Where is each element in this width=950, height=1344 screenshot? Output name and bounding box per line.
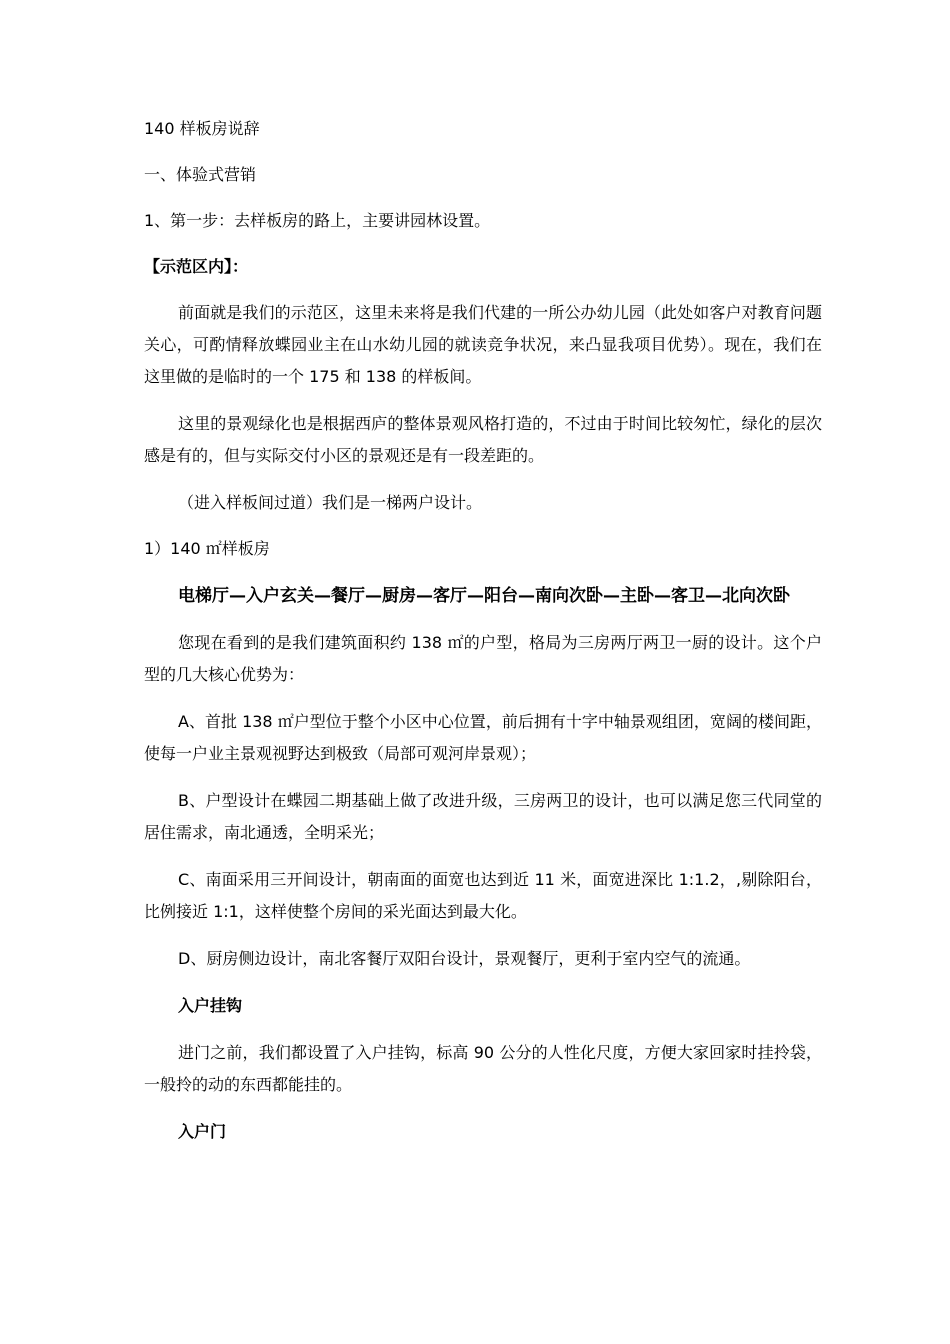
unit-intro-paragraph: 您现在看到的是我们建筑面积约 138 ㎡的户型，格局为三房两厅两卫一厨的设计。这个户型的几大核心优势为： — [144, 633, 822, 684]
entry-hook-paragraph: 进门之前，我们都设置了入户挂钩，标高 90 公分的人性化尺度，方便大家回家时挂拎袋，一般拎的动的东西都能挂的。 — [144, 1043, 822, 1094]
step-one-text: 1、第一步：去样板房的路上，主要讲园林设置。 — [144, 211, 491, 230]
demo-zone-heading: 【示范区内】： — [144, 257, 249, 276]
demo-zone-paragraph-1: 前面就是我们的示范区，这里未来将是我们代建的一所公办幼儿园（此处如客户对教育问题关心，可酌情释放蝶园业主在山水幼儿园的就读竞争状况，来凸显我项目优势）。现在，我们在这里做的是临时的一个 175 和 138 的样板间。 — [144, 303, 822, 386]
document-body — [144, 113, 822, 1148]
document-title: 140 样板房说辞 — [144, 119, 260, 138]
corridor-paragraph: （进入样板间过道）我们是一梯两户设计。 — [178, 493, 483, 512]
advantage-point-a: A、首批 138 ㎡户型位于整个小区中心位置，前后拥有十字中轴景观组团，宽阔的楼间距，使每一户业主景观视野达到极致（局部可观河岸景观）； — [144, 712, 822, 763]
subsection-140-showroom: 1）140 ㎡样板房 — [144, 539, 270, 558]
advantage-point-b: B、户型设计在蝶园二期基础上做了改进升级，三房两卫的设计，也可以满足您三代同堂的居住需求，南北通透，全明采光； — [144, 791, 822, 842]
demo-zone-paragraph-2: 这里的景观绿化也是根据西庐的整体景观风格打造的，不过由于时间比较匆忙，绿化的层次感是有的，但与实际交付小区的景观还是有一段差距的。 — [144, 414, 822, 465]
tour-route: 电梯厅—入户玄关—餐厅—厨房—客厅—阳台—南向次卧—主卧—客卫—北向次卧 — [178, 586, 790, 606]
advantage-point-d: D、厨房侧边设计，南北客餐厅双阳台设计，景观餐厅，更利于室内空气的流通。 — [178, 949, 751, 968]
advantage-point-c: C、南面采用三开间设计，朝南面的面宽也达到近 11 米，面宽进深比 1:1.2，,剔除阳台，比例接近 1:1，这样使整个房间的采光面达到最大化。 — [144, 870, 822, 921]
entry-hook-heading: 入户挂钩 — [178, 996, 243, 1015]
section-heading-experiential-marketing: 一、体验式营销 — [144, 165, 257, 184]
entry-door-heading: 入户门 — [178, 1122, 227, 1141]
